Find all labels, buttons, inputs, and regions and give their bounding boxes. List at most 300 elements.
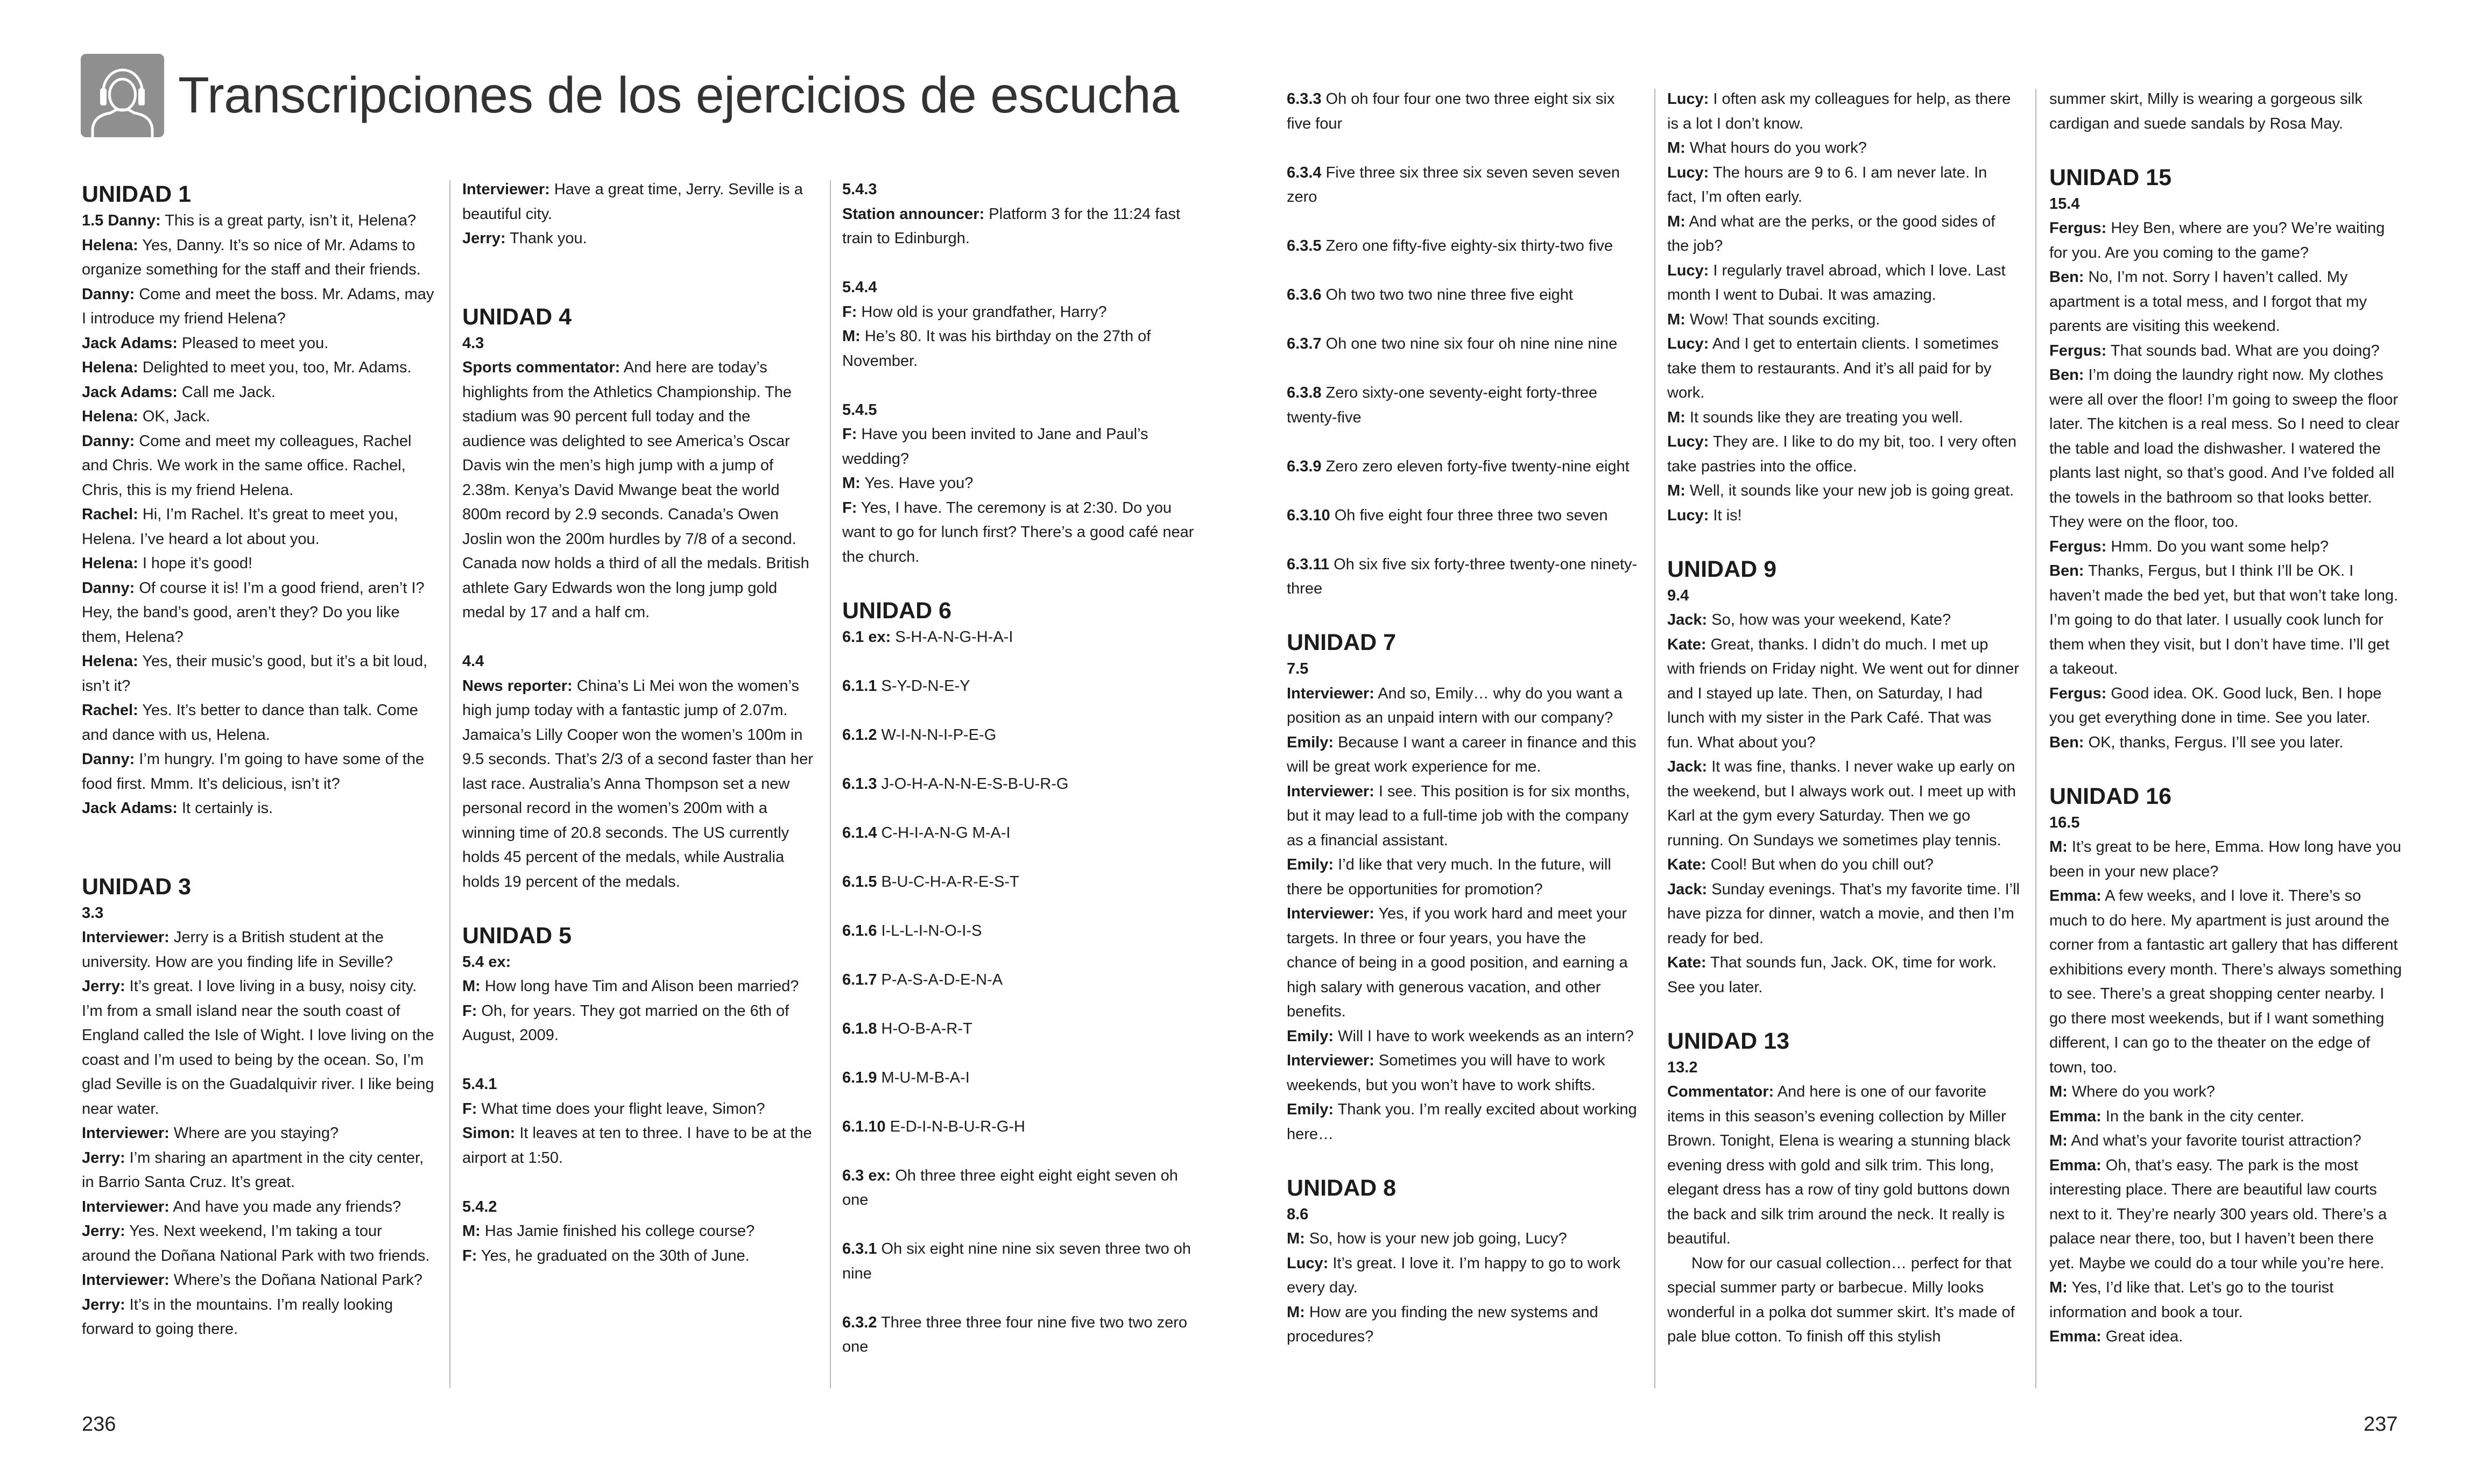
transcript-line (842, 202, 1195, 251)
speaker-label: 6.1.5 (842, 873, 877, 891)
speaker-label: Fergus: (2049, 684, 2107, 702)
exercise-number: 3.3 (82, 904, 104, 922)
line-text: Hey Ben, where are you? We’re waiting for you. Are you coming to the game? (2049, 220, 2385, 262)
transcript-line (2049, 1325, 2402, 1349)
transcript-line (842, 496, 1195, 570)
speaker-label: Danny: (82, 751, 135, 768)
transcript-line (1667, 161, 2020, 210)
line-text: And here are today’s highlights from the Athletics Championship. The stadium was 90 percent full today and the audience was delighted to see America’s Oscar Davis win the men’s high jump with a jump of 2.38m. Kenya’s David Mwange beat the world 800m record by 2.9 seconds. Canada’s Owen Joslin won the 200m hurdles by 7/8 of a second. Canada now holds a third of all the medals. British athlete Gary Edwards won the long jump gold medal by 17 and a half cm. (462, 359, 809, 621)
line-text: Oh oh four four one two three eight six six five four (1287, 90, 1615, 132)
spacer (842, 251, 1195, 276)
transcript-line (82, 576, 434, 650)
line-text: Has Jamie finished his college course? (480, 1222, 755, 1240)
transcript-line (1287, 283, 1639, 308)
speaker-label: F: (462, 1100, 477, 1118)
transcript-line (462, 1121, 815, 1170)
column-divider (1654, 89, 1655, 1388)
exercise-number: 5.4.5 (842, 401, 877, 419)
transcript-line (2049, 1080, 2402, 1105)
speaker-label: 6.3.1 (842, 1240, 877, 1257)
transcript-line (1287, 1301, 1639, 1349)
transcript-line (2049, 339, 2402, 364)
line-text: Because I want a career in finance and this will be great work experience for me. (1287, 733, 1637, 775)
line-text: I’m sharing an apartment in the city center, in Barrio Santa Cruz. It’s great. (82, 1149, 424, 1191)
transcript-line (1287, 902, 1639, 1024)
transcript-line (1667, 1252, 2020, 1349)
unit-heading: UNIDAD 6 (842, 597, 952, 624)
spacer (1287, 259, 1639, 284)
speaker-label: Helena: (82, 555, 138, 572)
transcript-line (1287, 234, 1639, 259)
speaker-label: Lucy: (1667, 90, 1709, 108)
transcript-line (842, 471, 1195, 496)
speaker-label: M: (1667, 310, 1686, 328)
spacer (462, 1170, 815, 1195)
speaker-label: F: (462, 1247, 477, 1264)
line-text: I’m hungry. I’m going to have some of the food first. Mmm. It’s delicious, isn’t it? (82, 751, 425, 793)
speaker-label: Rachel: (82, 506, 138, 523)
line-text: C-H-I-A-N-G M-A-I (877, 824, 1011, 842)
transcript-line (1287, 1049, 1639, 1098)
exercise-number: 7.5 (1287, 660, 1309, 677)
line-text: Yes, I have. The ceremony is at 2:30. Do you want to go for lunch first? There’s a good café near the church. (842, 499, 1194, 566)
speaker-label: Jack: (1667, 758, 1708, 775)
transcript-column-1 (82, 178, 434, 1342)
exercise-number: 5.4.3 (842, 181, 877, 198)
line-text: And so, Emily… why do you want a position as an unpaid intern with our company? (1287, 684, 1623, 726)
speaker-label: Jack: (1667, 611, 1708, 628)
transcript-line (82, 282, 434, 331)
line-text: The hours are 9 to 6. I am never late. In fact, I’m often early. (1667, 164, 1987, 206)
line-text: M-U-M-B-A-I (877, 1069, 970, 1086)
spacer (1287, 430, 1639, 455)
spacer (842, 698, 1195, 723)
line-text: Thank you. (505, 230, 587, 247)
transcript-line (1667, 210, 2020, 259)
line-text: Yes. It’s better to dance than talk. Come and dance with us, Helena. (82, 702, 418, 744)
line-text: That sounds fun, Jack. OK, time for work. See you later. (1667, 954, 1997, 996)
spacer (842, 1286, 1195, 1311)
transcript-line (842, 1017, 1195, 1042)
speaker-label: Lucy: (1667, 262, 1709, 279)
line-text: Yes, I’d like that. Let’s go to the tourist information and book a tour. (2049, 1279, 2334, 1321)
transcript-line (462, 356, 815, 625)
transcript-line (82, 1146, 434, 1195)
line-text: I regularly travel abroad, which I love. Last month I went to Dubai. It was amazing. (1667, 262, 2006, 303)
transcript-line (82, 503, 434, 552)
speaker-label: 6.1.1 (842, 677, 877, 695)
transcript-line (1287, 161, 1639, 210)
transcript-line (82, 1121, 434, 1146)
speaker-label: Danny: (82, 579, 135, 597)
transcript-line (842, 324, 1195, 373)
speaker-label: Lucy: (1667, 506, 1709, 524)
transcript-line (842, 1237, 1195, 1286)
speaker-label: Simon: (462, 1125, 516, 1142)
speaker-label: Interviewer: (1287, 684, 1374, 702)
speaker-label: Interviewer: (1287, 905, 1374, 922)
page-number-right: 237 (2364, 1413, 2398, 1436)
spacer (842, 1139, 1195, 1164)
spacer (1287, 528, 1639, 553)
line-text: And here is one of our favorite items in this season’s evening collection by Miller Brown. Tonight, Elena is wearing a stunning black evening dress with gold and silk trim. This long, elegant dress has a row of tiny gold buttons down the back and silk trim around the neck. It really is beautiful. (1667, 1083, 2011, 1247)
line-text: It was fine, thanks. I never wake up early on the weekend, but I always work out. I meet up with Karl at the gym every Saturday. Then we go running. On Sundays we sometimes play tennis. (1667, 758, 2016, 849)
transcript-line (842, 919, 1195, 944)
line-text: It’s great to be here, Emma. How long have you been in your new place? (2049, 838, 2401, 880)
unit-heading: UNIDAD 5 (462, 922, 572, 949)
transcript-line (462, 674, 815, 895)
line-text: Pleased to meet you. (177, 334, 329, 352)
spacer (2049, 755, 2402, 780)
transcript-line (2049, 1105, 2402, 1129)
transcript-line (82, 796, 434, 821)
spacer (1287, 308, 1639, 333)
speaker-label: Interviewer: (82, 1125, 170, 1142)
spacer (1287, 210, 1639, 235)
transcript-line (1667, 951, 2020, 1000)
transcript-line (2049, 1154, 2402, 1276)
transcript-line (842, 870, 1195, 895)
speaker-label: Station announcer: (842, 205, 985, 223)
line-text: And I get to entertain clients. I sometimes take them to restaurants. And it’s all paid for by work. (1667, 335, 1999, 401)
speaker-label: News reporter: (462, 677, 573, 695)
line-text: Wow! That sounds exciting. (1685, 310, 1880, 328)
line-text: I’m doing the laundry right now. My clothes were all over the floor! I’m going to sweep the floor later. The kitchen is a real mess. So I need to clear the table and load the dishwasher. I watered the plants last night, so that’s good. And I’ve folded all the towels in the bathroom so that looks better. They were on the floor, too. (2049, 366, 2400, 531)
line-text: It’s in the mountains. I’m really looking forward to going there. (82, 1296, 393, 1338)
speaker-label: F: (842, 499, 857, 517)
speaker-label: Kate: (1667, 635, 1707, 653)
speaker-label: F: (462, 1002, 477, 1020)
line-text: Yes, if you work hard and meet your targets. In three or four years, you have the chance of being in a good position, and earning a high salary with generous vacation, and other benefits. (1287, 905, 1628, 1020)
speaker-label: F: (842, 303, 857, 321)
speaker-label: Emma: (2049, 887, 2102, 904)
exercise-number: 5.4.1 (462, 1076, 497, 1093)
line-text: I hope it’s good! (138, 555, 253, 572)
speaker-label: 6.3.6 (1287, 286, 1322, 303)
line-text: And what are the perks, or the good sides of the job? (1667, 213, 1996, 255)
transcript-line (1667, 853, 2020, 878)
speaker-label: Ben: (2049, 268, 2084, 286)
speaker-label: M: (1667, 213, 1686, 230)
speaker-label: Emily: (1287, 1027, 1334, 1045)
line-text: Come and meet the boss. Mr. Adams, may I introduce my friend Helena? (82, 285, 434, 327)
transcript-column-3 (842, 178, 1195, 1360)
spacer (462, 894, 815, 919)
spacer (1287, 479, 1639, 504)
line-text: What hours do you work? (1685, 139, 1867, 157)
unit-heading: UNIDAD 15 (2049, 164, 2171, 190)
speaker-label: Lucy: (1667, 335, 1709, 352)
speaker-label: Jack Adams: (82, 800, 178, 817)
line-text: It is! (1709, 506, 1742, 524)
speaker-label: 6.3.2 (842, 1313, 877, 1331)
transcript-line (842, 1164, 1195, 1213)
transcript-line (1287, 87, 1639, 136)
speaker-label: Ben: (2049, 366, 2084, 384)
line-text: Where’s the Doñana National Park? (169, 1271, 422, 1289)
speaker-label: 6.1.8 (842, 1020, 877, 1037)
speaker-label: F: (842, 426, 857, 443)
line-text: Five three six three six seven seven seven zero (1287, 164, 1620, 206)
speaker-label: 6.3.8 (1287, 384, 1322, 401)
transcript-line (1287, 731, 1639, 780)
line-text: J-O-H-A-N-N-E-S-B-U-R-G (877, 775, 1069, 793)
transcript-line (82, 209, 434, 234)
speaker-label: Commentator: (1667, 1083, 1774, 1100)
line-text: Good idea. OK. Good luck, Ben. I hope you get everything done in time. See you later. (2049, 684, 2382, 726)
exercise-number: 4.4 (462, 653, 484, 670)
line-text: Cool! But when do you chill out? (1706, 856, 1934, 873)
exercise-number: 16.5 (2049, 814, 2080, 831)
line-text: S-H-A-N-G-H-A-I (891, 628, 1013, 646)
transcript-column-4 (1287, 87, 1639, 1349)
transcript-line (82, 429, 434, 503)
transcript-line (2049, 265, 2402, 339)
transcript-line (1287, 1098, 1639, 1147)
transcript-line (1287, 1024, 1639, 1049)
speaker-label: 6.1.9 (842, 1069, 877, 1086)
transcript-column-2 (462, 178, 815, 1268)
exercise-number: 15.4 (2049, 195, 2080, 213)
line-text: How are you finding the new systems and procedures? (1287, 1303, 1598, 1345)
line-text: Oh five eight four three three two seven (1330, 506, 1608, 524)
speaker-label: 6.1.2 (842, 726, 877, 744)
unit-heading: UNIDAD 9 (1667, 556, 1777, 582)
speaker-label: M: (462, 978, 481, 995)
line-text: Oh two two two nine three five eight (1321, 286, 1573, 303)
speaker-label: M: (2049, 838, 2068, 856)
line-text: Thank you. I’m really excited about working here… (1287, 1101, 1637, 1143)
line-text: Have a great time, Jerry. Seville is a beautiful city. (462, 181, 803, 223)
speaker-label: Lucy: (1287, 1254, 1329, 1272)
transcript-line (82, 405, 434, 429)
transcript-line (1667, 633, 2020, 755)
transcript-line (842, 968, 1195, 993)
line-text: S-Y-D-N-E-Y (877, 677, 970, 695)
speaker-label: 6.3.9 (1287, 457, 1322, 475)
transcript-line (82, 331, 434, 356)
speaker-label: M: (1287, 1230, 1305, 1247)
speaker-label: Danny: (82, 432, 135, 450)
transcript-column-6 (2049, 87, 2402, 1349)
transcript-line (1667, 406, 2020, 430)
speaker-label: M: (462, 1222, 481, 1240)
line-text: Zero one fifty-five eighty-six thirty-two five (1321, 237, 1613, 255)
speaker-label: Fergus: (2049, 220, 2107, 237)
line-text: So, how is your new job going, Lucy? (1305, 1230, 1567, 1247)
spacer (842, 649, 1195, 674)
line-text: OK, thanks, Fergus. I’ll see you later. (2084, 733, 2344, 751)
transcript-line (82, 380, 434, 405)
line-text: Sometimes you will have to work weekends, but you won’t have to work shifts. (1287, 1052, 1605, 1094)
speaker-label: Helena: (82, 359, 138, 376)
speaker-label: Emma: (2049, 1107, 2102, 1125)
speaker-label: Interviewer: (1287, 1052, 1374, 1069)
line-text: Oh, that’s easy. The park is the most interesting place. There are beautiful law courts next to it. They’re nearly 300 years old. There’s a palace near there, too, but I haven’t been there yet. Maybe we could do a tour while you’re here. (2049, 1156, 2387, 1272)
speaker-label: Fergus: (2049, 538, 2107, 555)
speaker-label: 6.3 ex: (842, 1167, 891, 1184)
transcript-line (462, 1244, 815, 1269)
line-text: In the bank in the city center. (2101, 1107, 2304, 1125)
transcript-line (842, 674, 1195, 699)
transcript-line (1667, 430, 2020, 479)
speaker-label: 6.3.10 (1287, 506, 1330, 524)
transcript-line (1667, 1080, 2020, 1252)
spacer (1287, 136, 1639, 161)
transcript-line (842, 821, 1195, 846)
transcript-line (1287, 1227, 1639, 1252)
speaker-label: Lucy: (1667, 433, 1709, 450)
line-text: Hi, I’m Rachel. It’s great to meet you, Helena. I’ve heard a lot about you. (82, 506, 398, 548)
spacer (1287, 602, 1639, 626)
line-text: Great, thanks. I didn’t do much. I met up with friends on Friday night. We went out for dinner and I stayed up late. Then, on Saturday, I had lunch with my sister in the Park Café. That was fun. What about you? (1667, 635, 2019, 751)
line-text: Call me Jack. (177, 383, 276, 401)
speaker-label: 6.3.3 (1287, 90, 1322, 108)
line-text: Delighted to meet you, too, Mr. Adams. (138, 359, 412, 376)
line-text: Yes, their music’s good, but it’s a bit loud, isn’t it? (82, 653, 428, 695)
speaker-label: 1.5 Danny: (82, 212, 161, 229)
speaker-label: Sports commentator: (462, 359, 620, 376)
speaker-label: 6.3.5 (1287, 237, 1322, 255)
speaker-label: Emma: (2049, 1328, 2102, 1345)
transcript-line (462, 227, 815, 251)
speaker-label: Helena: (82, 653, 138, 670)
transcript-line (1287, 332, 1639, 357)
unit-heading: UNIDAD 16 (2049, 783, 2171, 809)
speaker-label: Fergus: (2049, 342, 2107, 359)
exercise-number: 5.4 ex: (462, 953, 511, 971)
speaker-label: 6.1.7 (842, 971, 877, 988)
line-text: So, how was your weekend, Kate? (1707, 611, 1951, 628)
line-text: And what’s your favorite tourist attraction? (2067, 1132, 2361, 1149)
transcript-line (2049, 1129, 2402, 1154)
spacer (842, 894, 1195, 919)
unit-heading: UNIDAD 7 (1287, 630, 1397, 655)
line-text: It certainly is. (177, 800, 273, 817)
transcript-line (462, 178, 815, 227)
transcript-line (842, 300, 1195, 325)
transcript-line (82, 747, 434, 796)
exercise-number: 13.2 (1667, 1058, 1698, 1076)
transcript-line (1667, 479, 2020, 504)
spacer (462, 1048, 815, 1073)
column-divider (830, 180, 831, 1388)
spacer (1287, 1147, 1639, 1171)
transcript-line (1287, 381, 1639, 430)
spacer (2049, 136, 2402, 161)
transcript-line (842, 723, 1195, 748)
line-text: It’s great. I love living in a busy, noisy city. I’m from a small island near the south coast of England called the Isle of Wight. I love living on the coast and I’m used to being by the ocean. So, I’m glad Seville is on the Guadalquivir river. I like being near water. (82, 978, 434, 1118)
transcript-line (82, 925, 434, 974)
headphones-user-icon (81, 54, 164, 137)
transcript-line (82, 356, 434, 380)
speaker-label: 6.3.11 (1287, 555, 1330, 573)
spacer (842, 796, 1195, 821)
speaker-label: 6.1.10 (842, 1118, 886, 1135)
line-text: How old is your grandfather, Harry? (857, 303, 1107, 321)
speaker-label: Jerry: (82, 1222, 125, 1240)
spacer (82, 821, 434, 870)
spacer (842, 1041, 1195, 1066)
line-text: Yes, he graduated on the 30th of June. (477, 1247, 750, 1264)
transcript-line (1287, 504, 1639, 528)
page-number-left: 236 (82, 1413, 116, 1436)
line-text: Jerry is a British student at the university. How are you finding life in Seville? (82, 929, 393, 971)
transcript-line (1667, 259, 2020, 308)
speaker-label: M: (1667, 408, 1686, 426)
transcript-line (1667, 504, 2020, 528)
line-text: This is a great party, isn’t it, Helena? (160, 212, 417, 229)
transcript-line (1667, 308, 2020, 333)
spacer (462, 625, 815, 650)
transcript-line (2049, 87, 2402, 136)
speaker-label: Danny: (82, 285, 135, 303)
transcript-line (2049, 1276, 2402, 1325)
transcript-line (2049, 216, 2402, 265)
transcript-line (2049, 535, 2402, 560)
unit-heading: UNIDAD 13 (1667, 1028, 1789, 1054)
speaker-label: Jerry: (82, 1149, 125, 1167)
line-text: How long have Tim and Alison been married? (480, 978, 799, 995)
speaker-label: M: (842, 475, 861, 492)
spacer (842, 569, 1195, 594)
line-text: Zero sixty-one seventy-eight forty-three twenty-five (1287, 384, 1598, 426)
unit-heading: UNIDAD 8 (1287, 1175, 1397, 1201)
line-text: P-A-S-A-D-E-N-A (877, 971, 1003, 988)
transcript-line (462, 974, 815, 999)
exercise-number: 9.4 (1667, 586, 1689, 604)
line-text: Where do you work? (2067, 1083, 2215, 1100)
line-text: He’s 80. It was his birthday on the 27th of November. (842, 328, 1151, 370)
spacer (1667, 528, 2020, 553)
line-text: I’d like that very much. In the future, will there be opportunities for promotion? (1287, 856, 1611, 898)
transcript-line (82, 234, 434, 282)
speaker-label: M: (2049, 1083, 2068, 1100)
exercise-number: 8.6 (1287, 1205, 1309, 1223)
unit-heading: UNIDAD 3 (82, 873, 192, 900)
transcript-line (842, 772, 1195, 797)
transcript-line (82, 649, 434, 698)
line-text: H-O-B-A-R-T (877, 1020, 972, 1037)
transcript-line (1667, 755, 2020, 853)
speaker-label: Ben: (2049, 733, 2084, 751)
line-text: I-L-L-I-N-O-I-S (877, 922, 982, 939)
line-text: Oh, for years. They got married on the 6th of August, 2009. (462, 1002, 789, 1044)
line-text: Hmm. Do you want some help? (2106, 538, 2329, 555)
speaker-label: Interviewer: (82, 929, 170, 946)
speaker-label: Helena: (82, 408, 138, 425)
speaker-label: 6.1 ex: (842, 628, 891, 646)
transcript-line (2049, 682, 2402, 731)
transcript-line (82, 1219, 434, 1268)
speaker-label: Rachel: (82, 702, 138, 719)
speaker-label: M: (1667, 482, 1686, 499)
speaker-label: 6.1.4 (842, 824, 877, 842)
speaker-label: Lucy: (1667, 164, 1709, 181)
transcript-line (842, 1115, 1195, 1140)
line-text: No, I’m not. Sorry I haven’t called. My apartment is a total mess, and I forgot that my parents are visiting this weekend. (2049, 268, 2367, 335)
transcript-line (1667, 87, 2020, 136)
exercise-number: 4.3 (462, 334, 484, 352)
speaker-label: Emily: (1287, 733, 1334, 751)
speaker-label: Jack: (1667, 880, 1708, 898)
line-text: Have you been invited to Jane and Paul’s wedding? (842, 426, 1148, 468)
speaker-label: 6.3.7 (1287, 335, 1322, 352)
transcript-line (2049, 363, 2402, 535)
line-text: Sunday evenings. That’s my favorite time. I’ll have pizza for dinner, watch a movie, and then I’m ready for bed. (1667, 880, 2020, 947)
line-text: Thanks, Fergus, but I think I’ll be OK. I haven’t made the bed yet, but that won’t take long. I’m going to do that later. I usually cook lunch for them when they visit, but I don’t have time. I’ll get a takeout. (2049, 562, 2399, 677)
transcript-column-5 (1667, 87, 2020, 1349)
